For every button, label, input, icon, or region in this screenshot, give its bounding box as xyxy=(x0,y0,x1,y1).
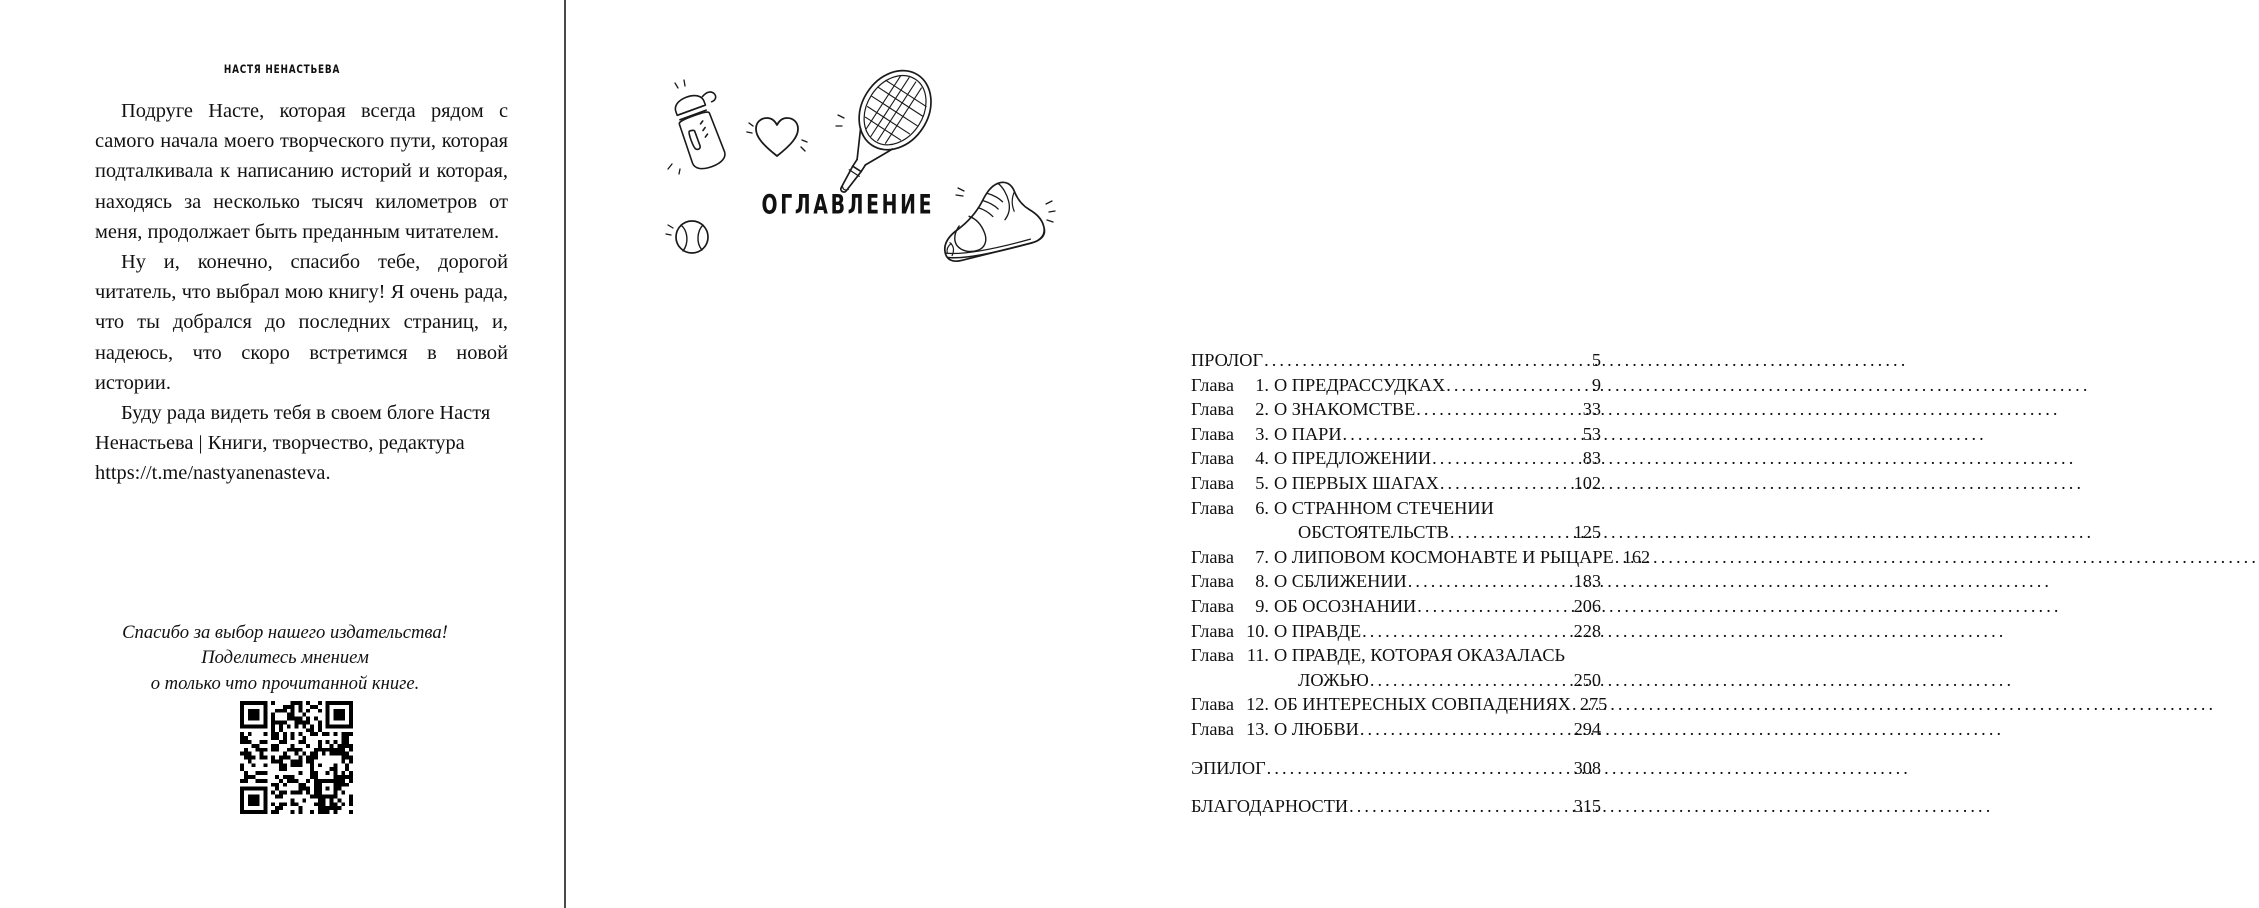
qr-code[interactable] xyxy=(240,701,353,814)
toc-entry-label: Глава xyxy=(1191,595,1234,616)
toc-entry-page: 228 xyxy=(1573,620,1601,641)
toc-entry-title: БЛАГОДАРНОСТИ xyxy=(1191,796,1349,817)
toc-entry-title: ОБ ИНТЕРЕСНЫХ СОВПАДЕНИЯХ xyxy=(1274,694,1571,715)
toc-entry-label: Глава xyxy=(1191,620,1234,641)
decorative-doodles xyxy=(626,68,1106,288)
toc-entry-number: 13. xyxy=(1246,718,1269,739)
toc-entry-label: Глава xyxy=(1191,497,1234,518)
page-title: ОГЛАВЛЕНИЕ xyxy=(761,189,935,220)
toc-entry-number: 6. xyxy=(1255,497,1269,518)
toc-entry[interactable] xyxy=(1191,692,1608,717)
toc-dot-leader xyxy=(1450,520,1572,545)
toc-entry-number: 11. xyxy=(1246,645,1269,666)
toc-dot-leader xyxy=(1572,692,1578,717)
toc-entry-title: О ЛЮБВИ xyxy=(1274,718,1359,739)
toc-entry-title: О ПАРИ xyxy=(1274,423,1342,444)
toc-entry[interactable] xyxy=(1191,520,1601,545)
toc-dot-leader xyxy=(1416,397,1580,422)
toc-entry-title: ОБСТОЯТЕЛЬСТВ xyxy=(1298,522,1449,543)
toc-entry-number: 4. xyxy=(1255,448,1269,469)
toc-entry-label: Глава xyxy=(1191,472,1234,493)
toc-entry[interactable] xyxy=(1191,643,1601,668)
toc-entry-label: Глава xyxy=(1191,694,1234,715)
toc-entry[interactable] xyxy=(1191,397,1601,422)
toc-entry[interactable] xyxy=(1191,594,1601,619)
toc-dot-leader xyxy=(1349,794,1572,819)
toc-dot-leader xyxy=(1440,471,1572,496)
toc-entry-page: 9 xyxy=(1591,374,1601,395)
toc-list xyxy=(1191,348,1651,819)
toc-dot-leader xyxy=(1343,422,1581,447)
publisher-note-line: о только что прочитанной книге. xyxy=(150,672,420,694)
toc-entry[interactable] xyxy=(1191,545,1651,570)
toc-entry-page: 315 xyxy=(1573,796,1601,817)
toc-entry[interactable] xyxy=(1191,569,1601,594)
toc-entry-title: О СТРАННОМ СТЕЧЕНИИ xyxy=(1274,497,1494,518)
toc-entry-title: О ПРЕДЛОЖЕНИИ xyxy=(1274,448,1432,469)
toc-entry-page: 308 xyxy=(1573,757,1601,778)
left-page xyxy=(0,0,564,908)
toc-entry[interactable] xyxy=(1191,373,1601,398)
paragraph: Ну и, конечно, спасибо тебе, дорогой читатель, что выбрал мою книгу! Я очень рада, что ты добрался до последних страниц, и, надеюсь, что скоро встретимся в новой истории. xyxy=(95,251,508,394)
toc-entry-number: 7. xyxy=(1255,546,1269,567)
toc-entry-page: 250 xyxy=(1573,669,1601,690)
toc-entry-number: 3. xyxy=(1255,423,1269,444)
toc-entry-page: 53 xyxy=(1582,423,1601,444)
toc-dot-leader xyxy=(1446,373,1590,398)
toc-dot-leader xyxy=(1615,545,1621,570)
dedication-text xyxy=(95,96,508,489)
toc-entry-label: Глава xyxy=(1191,718,1234,739)
toc-dot-leader xyxy=(1362,619,1571,644)
toc-entry-title: О ПРАВДЕ, КОТОРАЯ ОКАЗАЛАСЬ xyxy=(1274,645,1566,666)
toc-entry-number: 10. xyxy=(1246,620,1269,641)
toc-entry-page: 83 xyxy=(1582,448,1601,469)
toc-dot-leader xyxy=(1408,569,1572,594)
toc-entry-number: 9. xyxy=(1255,595,1269,616)
toc-dot-leader xyxy=(1432,446,1581,471)
qr-code-image xyxy=(240,701,353,814)
toc-entry-label: Глава xyxy=(1191,645,1234,666)
toc-entry-number: 5. xyxy=(1255,472,1269,493)
toc-dot-leader xyxy=(1360,717,1572,742)
toc-entry-label: Глава xyxy=(1191,423,1234,444)
heart-icon xyxy=(749,110,805,162)
toc-entry-title: О ЗНАКОМСТВЕ xyxy=(1274,399,1416,420)
paragraph: Буду рада видеть тебя в своем блоге Настя Ненастьева | Книги, творчество, редактура https://t.me/nastyanenasteva. xyxy=(95,402,491,485)
toc-entry[interactable] xyxy=(1191,348,1601,373)
toc-entry-title: О ЛИПОВОМ КОСМОНАВТЕ И РЫЦАРЕ xyxy=(1274,546,1614,567)
publisher-note xyxy=(60,620,510,696)
toc-entry-number: 2. xyxy=(1255,399,1269,420)
toc-dot-leader xyxy=(1264,348,1590,373)
toc-dot-leader xyxy=(1370,668,1572,693)
toc-entry-label: Глава xyxy=(1191,448,1234,469)
toc-entry[interactable] xyxy=(1191,717,1601,742)
toc-entry[interactable] xyxy=(1191,794,1601,819)
toc-entry-label: Глава xyxy=(1191,546,1234,567)
shaker-bottle-icon xyxy=(658,82,744,174)
toc-entry[interactable] xyxy=(1191,471,1601,496)
toc-entry-label: Глава xyxy=(1191,374,1234,395)
toc-entry[interactable] xyxy=(1191,756,1601,781)
tennis-ball-icon xyxy=(666,212,716,262)
toc-entry-page: 102 xyxy=(1573,472,1601,493)
toc-entry-page: 275 xyxy=(1579,694,1608,715)
toc-entry-title: ПРОЛОГ xyxy=(1191,350,1264,370)
toc-entry-title: ЭПИЛОГ xyxy=(1191,757,1266,778)
toc-entry-label: Глава xyxy=(1191,399,1234,420)
toc-entry-page: 294 xyxy=(1573,718,1601,739)
toc-entry-page: 5 xyxy=(1591,350,1601,370)
table-of-contents xyxy=(1191,348,1651,819)
toc-dot-leader xyxy=(1267,756,1572,781)
toc-entry-page: 206 xyxy=(1573,595,1601,616)
publisher-note-line: Поделитесь мнением xyxy=(201,647,369,669)
right-page xyxy=(566,0,1651,908)
toc-entry[interactable] xyxy=(1191,446,1601,471)
running-head: НАСТЯ НЕНАСТЬЕВА xyxy=(223,62,341,76)
toc-entry-number: 12. xyxy=(1246,694,1269,715)
toc-entry-page: 33 xyxy=(1582,399,1601,420)
toc-entry-page: 125 xyxy=(1573,522,1601,543)
toc-entry-page: 183 xyxy=(1573,571,1601,592)
toc-entry-number: 8. xyxy=(1255,571,1269,592)
toc-entry-title: ОБ ОСОЗНАНИИ xyxy=(1274,595,1417,616)
toc-entry-title: О СБЛИЖЕНИИ xyxy=(1274,571,1407,592)
toc-entry-number: 1. xyxy=(1255,374,1269,395)
toc-dot-leader xyxy=(1417,594,1571,619)
toc-entry-title: О ПЕРВЫХ ШАГАХ xyxy=(1274,472,1439,493)
toc-entry[interactable] xyxy=(1191,422,1601,447)
toc-entry-label: Глава xyxy=(1191,571,1234,592)
toc-entry[interactable] xyxy=(1191,496,1601,521)
toc-entry-title: О ПРЕДРАССУДКАХ xyxy=(1274,374,1446,395)
toc-entry[interactable] xyxy=(1191,619,1601,644)
toc-entry-title: О ПРАВДЕ xyxy=(1274,620,1362,641)
publisher-note-line: Спасибо за выбор нашего издательства! xyxy=(122,622,448,643)
paragraph: Подруге Насте, которая всегда рядом с самого начала моего творческого пути, которая подталкивала к написанию историй и которая, находясь за несколько тысяч километров от меня, продолжает быть преданным читателем. xyxy=(95,100,508,243)
toc-entry[interactable] xyxy=(1191,668,1601,693)
toc-entry-title: ЛОЖЬЮ xyxy=(1298,669,1369,690)
toc-entry-page: 162 xyxy=(1622,546,1651,567)
